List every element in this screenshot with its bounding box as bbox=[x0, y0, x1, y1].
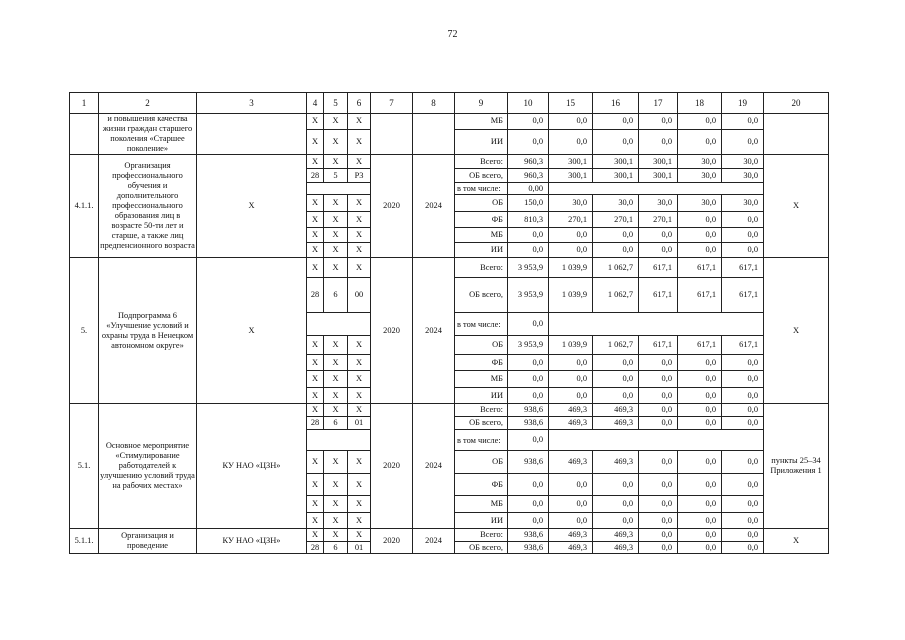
value-cell: 0,0 bbox=[678, 228, 722, 243]
code-cell: Х bbox=[348, 336, 371, 355]
value-cell: 0,0 bbox=[639, 371, 678, 388]
funding-source-cell: МБ bbox=[455, 114, 508, 130]
value-cell: 300,1 bbox=[639, 155, 678, 169]
value-cell: 617,1 bbox=[678, 336, 722, 355]
value-cell: 30,0 bbox=[549, 195, 593, 212]
code-cell: Р3 bbox=[348, 169, 371, 183]
value-cell bbox=[549, 430, 764, 451]
value-cell: 0,0 bbox=[639, 474, 678, 496]
code-cell: Х bbox=[348, 496, 371, 513]
code-cell: Х bbox=[348, 155, 371, 169]
funding-source-cell: Всего: bbox=[455, 404, 508, 417]
code-cell: Х bbox=[307, 355, 324, 371]
header-cell: 6 bbox=[348, 93, 371, 114]
value-cell: 150,0 bbox=[508, 195, 549, 212]
value-cell: 270,1 bbox=[549, 212, 593, 228]
value-cell: 0,0 bbox=[722, 371, 764, 388]
code-cell: Х bbox=[324, 243, 348, 258]
row-code-cell bbox=[70, 114, 99, 155]
value-cell: 469,3 bbox=[593, 417, 639, 430]
code-cell: Х bbox=[324, 195, 348, 212]
row-executor-cell: КУ НАО «ЦЗН» bbox=[197, 529, 307, 554]
value-cell: 469,3 bbox=[593, 451, 639, 474]
start-year-cell: 2020 bbox=[371, 529, 413, 554]
value-cell: 0,0 bbox=[639, 114, 678, 130]
code-cell: 6 bbox=[324, 417, 348, 430]
value-cell: 469,3 bbox=[549, 529, 593, 542]
value-cell: 300,1 bbox=[593, 155, 639, 169]
funding-source-cell: ОБ bbox=[455, 195, 508, 212]
code-cell: 28 bbox=[307, 278, 324, 313]
table-row bbox=[70, 404, 829, 417]
header-cell: 17 bbox=[639, 93, 678, 114]
value-cell: 3 953,9 bbox=[508, 336, 549, 355]
code-cell: Х bbox=[307, 404, 324, 417]
value-cell: 0,0 bbox=[549, 355, 593, 371]
code-cell: Х bbox=[307, 129, 324, 154]
value-cell: 0,0 bbox=[549, 496, 593, 513]
value-cell: 0,0 bbox=[678, 451, 722, 474]
code-cell: Х bbox=[348, 228, 371, 243]
code-cell: Х bbox=[324, 129, 348, 154]
value-cell: 938,6 bbox=[508, 542, 549, 554]
header-cell: 15 bbox=[549, 93, 593, 114]
value-cell: 0,0 bbox=[549, 114, 593, 130]
header-cell: 8 bbox=[413, 93, 455, 114]
value-cell: 0,0 bbox=[639, 355, 678, 371]
code-cell: Х bbox=[307, 336, 324, 355]
value-cell: 938,6 bbox=[508, 451, 549, 474]
code-cell: Х bbox=[348, 529, 371, 542]
code-cell: Х bbox=[307, 529, 324, 542]
value-cell: 617,1 bbox=[678, 258, 722, 278]
start-year-cell: 2020 bbox=[371, 155, 413, 258]
table-row bbox=[70, 114, 829, 130]
code-cell: Х bbox=[324, 496, 348, 513]
value-cell: 0,0 bbox=[678, 355, 722, 371]
value-cell: 30,0 bbox=[678, 195, 722, 212]
funding-source-cell: ФБ bbox=[455, 212, 508, 228]
value-cell: 0,0 bbox=[593, 388, 639, 404]
value-cell: 3 953,9 bbox=[508, 258, 549, 278]
value-cell: 0,0 bbox=[639, 243, 678, 258]
value-cell: 30,0 bbox=[678, 155, 722, 169]
value-cell: 0,0 bbox=[508, 313, 549, 336]
code-cell bbox=[307, 430, 371, 451]
value-cell: 0,0 bbox=[722, 513, 764, 529]
value-cell: 0,0 bbox=[508, 496, 549, 513]
code-cell: Х bbox=[307, 388, 324, 404]
code-cell: Х bbox=[324, 212, 348, 228]
code-cell: Х bbox=[307, 258, 324, 278]
row-executor-cell: КУ НАО «ЦЗН» bbox=[197, 404, 307, 529]
value-cell: 0,0 bbox=[678, 114, 722, 130]
row-code-cell: 5.1. bbox=[70, 404, 99, 529]
value-cell: 0,0 bbox=[639, 513, 678, 529]
value-cell: 0,0 bbox=[508, 243, 549, 258]
value-cell: 960,3 bbox=[508, 155, 549, 169]
value-cell: 0,0 bbox=[549, 474, 593, 496]
funding-source-cell: ИИ bbox=[455, 388, 508, 404]
value-cell: 0,0 bbox=[722, 228, 764, 243]
start-year-cell bbox=[371, 114, 413, 155]
value-cell: 300,1 bbox=[639, 169, 678, 183]
code-cell bbox=[307, 313, 371, 336]
value-cell: 0,0 bbox=[678, 529, 722, 542]
value-cell: 0,0 bbox=[508, 371, 549, 388]
funding-source-cell: ОБ всего, bbox=[455, 542, 508, 554]
value-cell: 0,0 bbox=[678, 243, 722, 258]
funding-source-cell: в том числе: bbox=[455, 430, 508, 451]
code-cell: Х bbox=[348, 195, 371, 212]
header-cell: 16 bbox=[593, 93, 639, 114]
table-body bbox=[70, 93, 829, 554]
funding-source-cell: ИИ bbox=[455, 129, 508, 154]
code-cell: Х bbox=[324, 258, 348, 278]
value-cell: 960,3 bbox=[508, 169, 549, 183]
code-cell: Х bbox=[307, 451, 324, 474]
code-cell: Х bbox=[348, 371, 371, 388]
funding-source-cell: МБ bbox=[455, 228, 508, 243]
value-cell: 300,1 bbox=[593, 169, 639, 183]
header-cell: 3 bbox=[197, 93, 307, 114]
value-cell: 938,6 bbox=[508, 417, 549, 430]
code-cell: Х bbox=[348, 243, 371, 258]
value-cell: 0,0 bbox=[722, 496, 764, 513]
value-cell: 0,0 bbox=[722, 404, 764, 417]
budget-table bbox=[69, 92, 829, 554]
value-cell: 0,0 bbox=[678, 417, 722, 430]
code-cell: Х bbox=[324, 228, 348, 243]
value-cell: 1 062,7 bbox=[593, 336, 639, 355]
value-cell: 1 039,9 bbox=[549, 336, 593, 355]
page-number: 72 bbox=[447, 29, 458, 40]
table-row bbox=[70, 529, 829, 542]
end-year-cell: 2024 bbox=[413, 404, 455, 529]
row-code-cell: 5.1.1. bbox=[70, 529, 99, 554]
code-cell: Х bbox=[348, 212, 371, 228]
value-cell: 0,0 bbox=[593, 355, 639, 371]
code-cell: 6 bbox=[324, 278, 348, 313]
row-code-cell: 4.1.1. bbox=[70, 155, 99, 258]
value-cell: 0,0 bbox=[549, 243, 593, 258]
header-cell: 19 bbox=[722, 93, 764, 114]
code-cell: Х bbox=[324, 404, 348, 417]
start-year-cell: 2020 bbox=[371, 258, 413, 404]
value-cell: 30,0 bbox=[678, 169, 722, 183]
value-cell: 0,0 bbox=[722, 542, 764, 554]
value-cell: 0,0 bbox=[639, 129, 678, 154]
code-cell: Х bbox=[348, 129, 371, 154]
value-cell: 1 062,7 bbox=[593, 258, 639, 278]
funding-source-cell: ОБ всего, bbox=[455, 278, 508, 313]
value-cell: 938,6 bbox=[508, 529, 549, 542]
code-cell: Х bbox=[307, 371, 324, 388]
value-cell: 469,3 bbox=[593, 542, 639, 554]
value-cell: 0,0 bbox=[508, 388, 549, 404]
funding-source-cell: в том числе: bbox=[455, 313, 508, 336]
code-cell: Х bbox=[348, 388, 371, 404]
note-cell: пункты 25–34 Приложения 1 bbox=[764, 404, 829, 529]
value-cell: 0,0 bbox=[678, 388, 722, 404]
value-cell: 0,0 bbox=[508, 513, 549, 529]
code-cell: Х bbox=[348, 258, 371, 278]
value-cell: 617,1 bbox=[678, 278, 722, 313]
value-cell: 0,0 bbox=[678, 496, 722, 513]
table-row bbox=[70, 155, 829, 169]
value-cell: 0,0 bbox=[722, 474, 764, 496]
table-row bbox=[70, 258, 829, 278]
value-cell: 0,0 bbox=[722, 529, 764, 542]
funding-source-cell: Всего: bbox=[455, 529, 508, 542]
code-cell: Х bbox=[307, 474, 324, 496]
value-cell: 0,0 bbox=[593, 513, 639, 529]
value-cell: 0,0 bbox=[549, 371, 593, 388]
value-cell: 0,0 bbox=[678, 212, 722, 228]
row-executor-cell: Х bbox=[197, 155, 307, 258]
value-cell: 0,0 bbox=[508, 355, 549, 371]
funding-source-cell: Всего: bbox=[455, 258, 508, 278]
note-cell: Х bbox=[764, 258, 829, 404]
value-cell: 0,0 bbox=[678, 404, 722, 417]
header-cell: 9 bbox=[455, 93, 508, 114]
value-cell: 300,1 bbox=[549, 169, 593, 183]
value-cell: 469,3 bbox=[549, 417, 593, 430]
code-cell: 28 bbox=[307, 542, 324, 554]
row-name-cell: Организация и проведение bbox=[99, 529, 197, 554]
row-executor-cell bbox=[197, 114, 307, 155]
value-cell: 469,3 bbox=[549, 542, 593, 554]
value-cell: 0,0 bbox=[593, 114, 639, 130]
value-cell: 0,0 bbox=[508, 228, 549, 243]
header-cell: 2 bbox=[99, 93, 197, 114]
value-cell: 0,0 bbox=[722, 212, 764, 228]
value-cell: 0,0 bbox=[508, 474, 549, 496]
funding-source-cell: ИИ bbox=[455, 513, 508, 529]
code-cell: Х bbox=[324, 355, 348, 371]
value-cell: 0,0 bbox=[508, 114, 549, 130]
code-cell: Х bbox=[348, 474, 371, 496]
value-cell: 810,3 bbox=[508, 212, 549, 228]
header-cell: 18 bbox=[678, 93, 722, 114]
row-name-cell: Основное мероприятие «Стимулирование работодателей к улучшению условий труда на рабочих местах» bbox=[99, 404, 197, 529]
value-cell: 0,0 bbox=[678, 129, 722, 154]
value-cell: 1 039,9 bbox=[549, 258, 593, 278]
note-cell: Х bbox=[764, 529, 829, 554]
value-cell: 30,0 bbox=[593, 195, 639, 212]
value-cell: 0,0 bbox=[722, 451, 764, 474]
value-cell: 30,0 bbox=[639, 195, 678, 212]
end-year-cell: 2024 bbox=[413, 155, 455, 258]
value-cell: 0,0 bbox=[549, 228, 593, 243]
value-cell: 30,0 bbox=[722, 195, 764, 212]
value-cell: 30,0 bbox=[722, 155, 764, 169]
funding-source-cell: ФБ bbox=[455, 355, 508, 371]
value-cell: 0,0 bbox=[678, 513, 722, 529]
value-cell: 1 062,7 bbox=[593, 278, 639, 313]
code-cell: Х bbox=[324, 371, 348, 388]
code-cell: Х bbox=[348, 355, 371, 371]
funding-source-cell: в том числе: bbox=[455, 183, 508, 195]
value-cell: 469,3 bbox=[549, 451, 593, 474]
value-cell: 0,0 bbox=[593, 129, 639, 154]
row-code-cell: 5. bbox=[70, 258, 99, 404]
start-year-cell: 2020 bbox=[371, 404, 413, 529]
funding-source-cell: ОБ bbox=[455, 336, 508, 355]
code-cell: Х bbox=[307, 195, 324, 212]
value-cell: 0,0 bbox=[508, 430, 549, 451]
code-cell: Х bbox=[348, 513, 371, 529]
value-cell: 0,0 bbox=[639, 404, 678, 417]
value-cell: 0,0 bbox=[549, 129, 593, 154]
code-cell: Х bbox=[307, 496, 324, 513]
funding-source-cell: МБ bbox=[455, 496, 508, 513]
row-name-cell: и повышения качества жизни граждан старшего поколения «Старшее поколение» bbox=[99, 114, 197, 155]
code-cell: Х bbox=[307, 155, 324, 169]
value-cell: 469,3 bbox=[593, 529, 639, 542]
code-cell: Х bbox=[307, 212, 324, 228]
end-year-cell bbox=[413, 114, 455, 155]
value-cell bbox=[549, 313, 764, 336]
value-cell bbox=[549, 183, 764, 195]
funding-source-cell: ИИ bbox=[455, 243, 508, 258]
code-cell: Х bbox=[324, 529, 348, 542]
value-cell: 0,0 bbox=[678, 542, 722, 554]
value-cell: 617,1 bbox=[639, 336, 678, 355]
row-name-cell: Подпрограмма 6 «Улучшение условий и охраны труда в Ненецком автономном округе» bbox=[99, 258, 197, 404]
value-cell: 0,0 bbox=[508, 129, 549, 154]
note-cell: Х bbox=[764, 155, 829, 258]
code-cell: Х bbox=[324, 114, 348, 130]
funding-source-cell: ОБ всего, bbox=[455, 417, 508, 430]
header-cell: 5 bbox=[324, 93, 348, 114]
code-cell: Х bbox=[348, 404, 371, 417]
value-cell: 0,0 bbox=[593, 474, 639, 496]
funding-source-cell: ОБ bbox=[455, 451, 508, 474]
value-cell: 617,1 bbox=[639, 258, 678, 278]
code-cell bbox=[307, 183, 371, 195]
value-cell: 0,0 bbox=[593, 496, 639, 513]
row-name-cell: Организация профессионального обучения и дополнительного профессионального образования лиц в возрасте 50-ти лет и старше, а также лиц предпенсионного возраста bbox=[99, 155, 197, 258]
value-cell: 0,0 bbox=[593, 243, 639, 258]
value-cell: 0,0 bbox=[639, 417, 678, 430]
value-cell: 0,0 bbox=[639, 388, 678, 404]
header-cell: 4 bbox=[307, 93, 324, 114]
value-cell: 3 953,9 bbox=[508, 278, 549, 313]
funding-source-cell: МБ bbox=[455, 371, 508, 388]
value-cell: 0,0 bbox=[549, 513, 593, 529]
value-cell: 0,0 bbox=[593, 371, 639, 388]
value-cell: 617,1 bbox=[639, 278, 678, 313]
value-cell: 0,0 bbox=[639, 529, 678, 542]
value-cell: 0,00 bbox=[508, 183, 549, 195]
code-cell: Х bbox=[307, 243, 324, 258]
value-cell: 0,0 bbox=[678, 371, 722, 388]
value-cell: 0,0 bbox=[639, 228, 678, 243]
value-cell: 0,0 bbox=[549, 388, 593, 404]
value-cell: 0,0 bbox=[722, 129, 764, 154]
row-executor-cell: Х bbox=[197, 258, 307, 404]
value-cell: 0,0 bbox=[722, 243, 764, 258]
funding-source-cell: ОБ всего, bbox=[455, 169, 508, 183]
code-cell: 28 bbox=[307, 417, 324, 430]
value-cell: 469,3 bbox=[549, 404, 593, 417]
code-cell: Х bbox=[324, 451, 348, 474]
value-cell: 0,0 bbox=[722, 114, 764, 130]
value-cell: 938,6 bbox=[508, 404, 549, 417]
value-cell: 30,0 bbox=[722, 169, 764, 183]
value-cell: 617,1 bbox=[722, 336, 764, 355]
funding-source-cell: Всего: bbox=[455, 155, 508, 169]
value-cell: 617,1 bbox=[722, 258, 764, 278]
value-cell: 0,0 bbox=[722, 417, 764, 430]
header-cell: 20 bbox=[764, 93, 829, 114]
value-cell: 1 039,9 bbox=[549, 278, 593, 313]
value-cell: 0,0 bbox=[639, 451, 678, 474]
header-cell: 10 bbox=[508, 93, 549, 114]
value-cell: 0,0 bbox=[593, 228, 639, 243]
code-cell: Х bbox=[307, 114, 324, 130]
code-cell: Х bbox=[324, 513, 348, 529]
note-cell bbox=[764, 114, 829, 155]
funding-source-cell: ФБ bbox=[455, 474, 508, 496]
code-cell: Х bbox=[324, 336, 348, 355]
value-cell: 0,0 bbox=[639, 496, 678, 513]
code-cell: Х bbox=[307, 513, 324, 529]
code-cell: 28 bbox=[307, 169, 324, 183]
header-cell: 7 bbox=[371, 93, 413, 114]
value-cell: 0,0 bbox=[678, 474, 722, 496]
value-cell: 300,1 bbox=[549, 155, 593, 169]
code-cell: 5 bbox=[324, 169, 348, 183]
code-cell: Х bbox=[324, 388, 348, 404]
code-cell: Х bbox=[307, 228, 324, 243]
code-cell: Х bbox=[324, 155, 348, 169]
value-cell: 270,1 bbox=[639, 212, 678, 228]
end-year-cell: 2024 bbox=[413, 258, 455, 404]
code-cell: Х bbox=[348, 114, 371, 130]
value-cell: 270,1 bbox=[593, 212, 639, 228]
value-cell: 469,3 bbox=[593, 404, 639, 417]
value-cell: 0,0 bbox=[722, 388, 764, 404]
code-cell: 6 bbox=[324, 542, 348, 554]
code-cell: Х bbox=[348, 451, 371, 474]
header-cell: 1 bbox=[70, 93, 99, 114]
code-cell: 01 bbox=[348, 542, 371, 554]
value-cell: 617,1 bbox=[722, 278, 764, 313]
code-cell: Х bbox=[324, 474, 348, 496]
value-cell: 0,0 bbox=[722, 355, 764, 371]
value-cell: 0,0 bbox=[639, 542, 678, 554]
code-cell: 00 bbox=[348, 278, 371, 313]
end-year-cell: 2024 bbox=[413, 529, 455, 554]
code-cell: 01 bbox=[348, 417, 371, 430]
header-row bbox=[70, 93, 829, 114]
